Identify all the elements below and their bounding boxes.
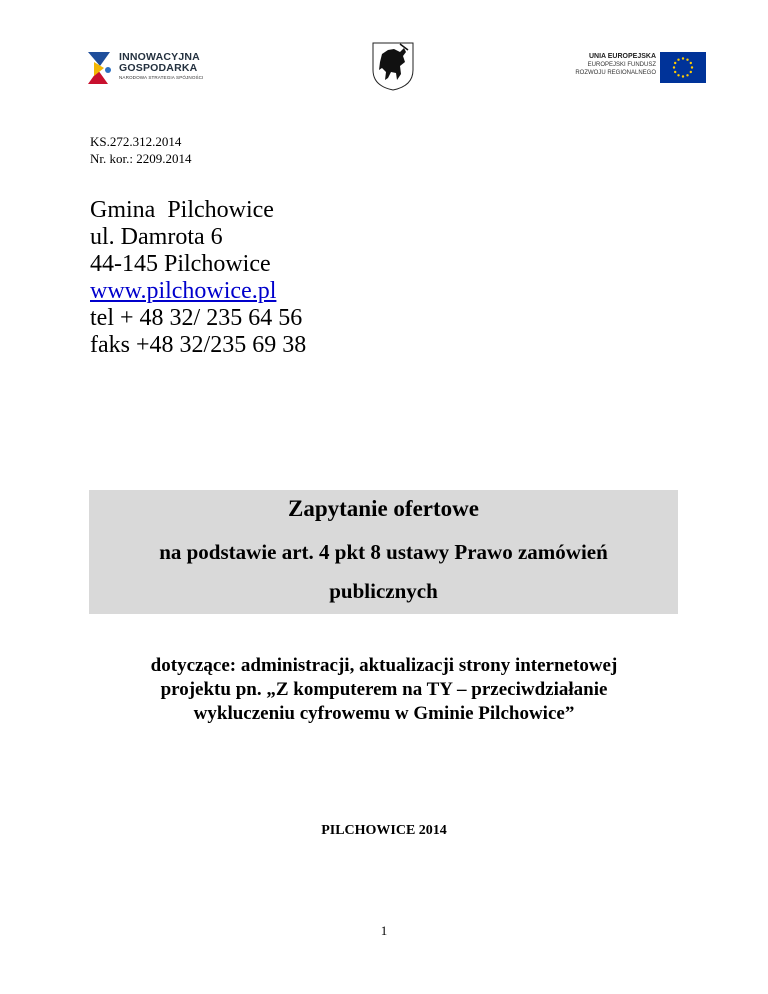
document-reference (90, 133, 191, 167)
logo-text-line2: GOSPODARKA (119, 62, 198, 74)
street-address: ul. Damrota 6 (90, 224, 223, 250)
postal-city: 44-145 Pilchowice (90, 251, 271, 277)
subject-line2: projektu pn. „Z komputerem na TY – przeciwdziałanie (160, 679, 608, 700)
website-link[interactable]: www.pilchowice.pl (90, 278, 277, 304)
municipality-crest-logo (370, 40, 416, 92)
subject-line1: dotyczące: administracji, aktualizacji strony internetowej (150, 655, 618, 676)
correspondence-number: Nr. kor.: 2209.2014 (90, 151, 192, 166)
eu-text-line1: UNIA EUROPEJSKA (588, 53, 656, 60)
title-legal-basis-line2: publicznych (329, 579, 438, 603)
horse-crest-icon (370, 40, 416, 92)
address-block (90, 197, 306, 359)
organization-name: Gmina Pilchowice (90, 197, 274, 223)
european-union-logo (566, 52, 706, 84)
subject-line3: wykluczeniu cyfrowemu w Gminie Pilchowice” (193, 703, 575, 724)
innowacyjna-gospodarka-emblem-icon (86, 50, 116, 86)
eu-flag-icon (660, 52, 706, 83)
page-number: 1 (380, 923, 388, 938)
title-box (89, 490, 678, 614)
logo-text-line3: NARODOWA STRATEGIA SPÓJNOŚCI (119, 75, 204, 80)
document-title: Zapytanie ofertowe (288, 496, 479, 521)
subject-block (80, 654, 688, 726)
innowacyjna-gospodarka-logo (86, 48, 216, 90)
fax-number: faks +48 32/235 69 38 (90, 332, 307, 358)
eu-text-line3: ROZWOJU REGIONALNEGO (575, 70, 656, 76)
phone-number: tel + 48 32/ 235 64 56 (90, 305, 303, 331)
title-legal-basis-line1: na podstawie art. 4 pkt 8 ustawy Prawo zamówień (159, 540, 608, 564)
case-number: KS.272.312.2014 (90, 134, 182, 149)
place-and-year: PILCHOWICE 2014 (321, 823, 447, 838)
eu-text-line2: EUROPEJSKI FUNDUSZ (587, 62, 656, 68)
logo-text-line1: INNOWACYJNA (119, 51, 200, 63)
